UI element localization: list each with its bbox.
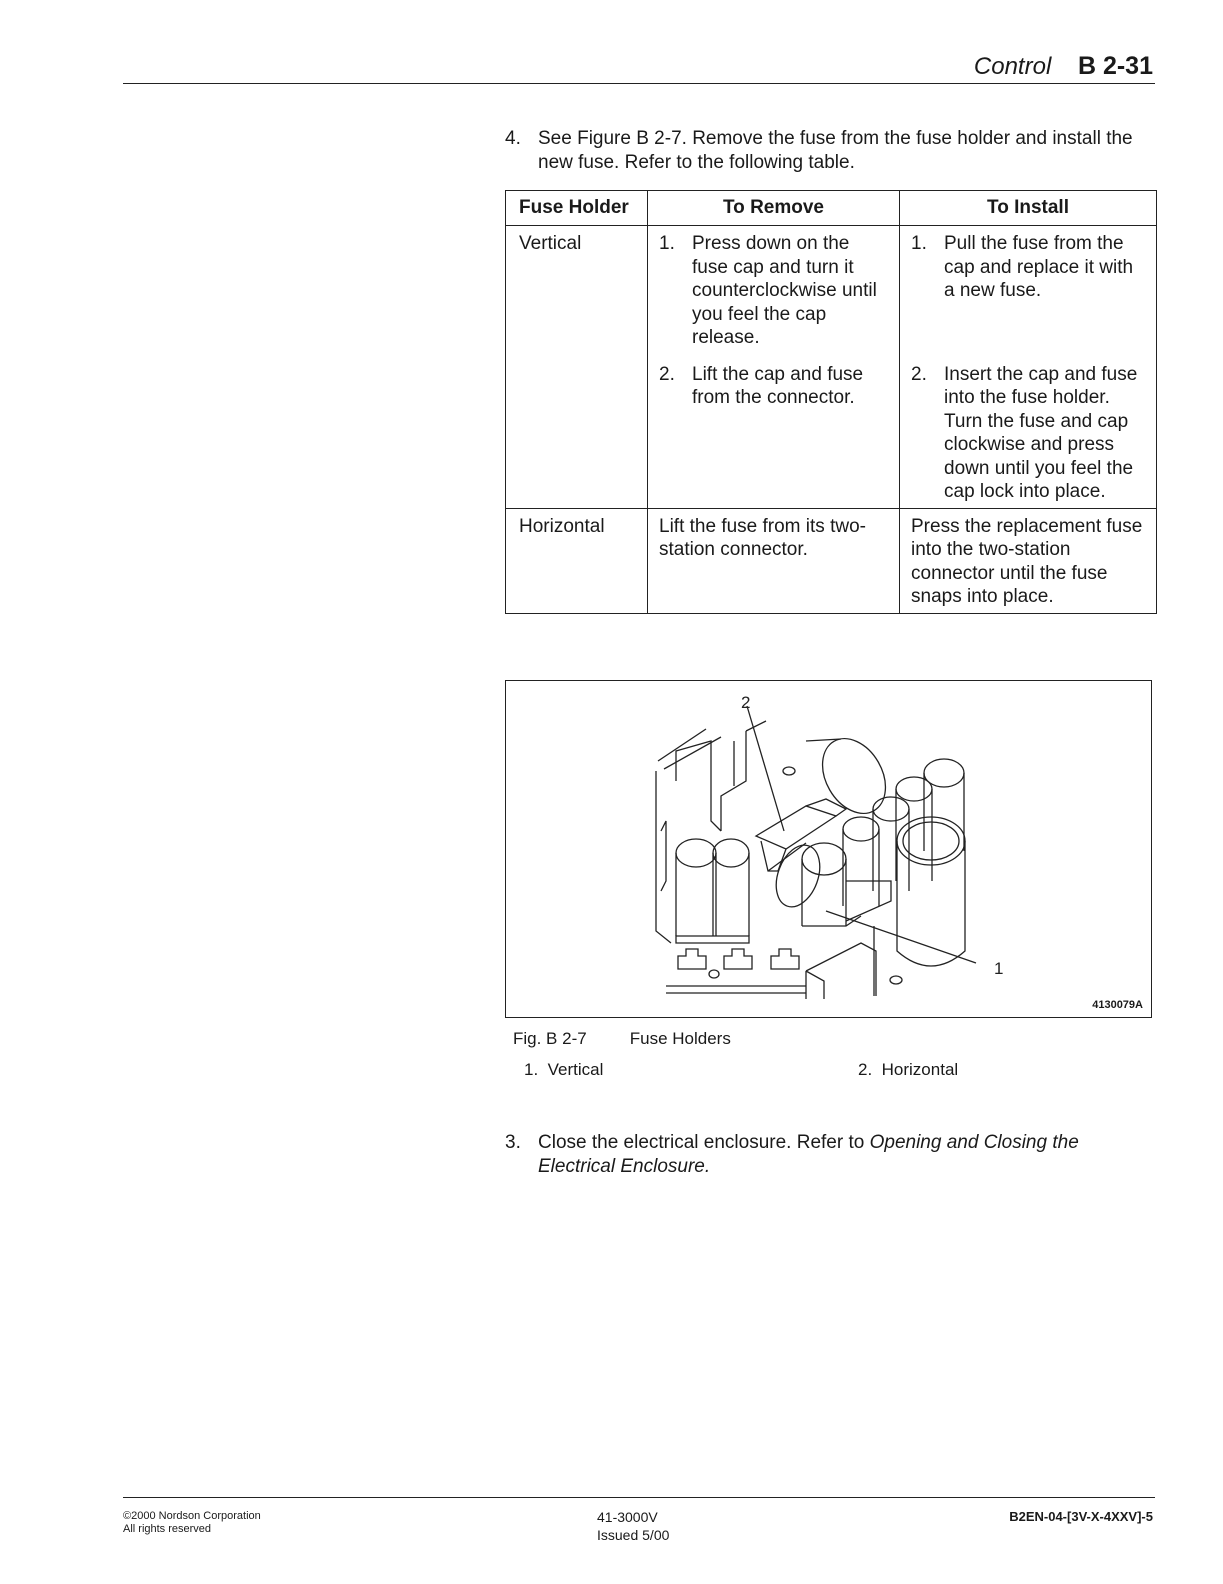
list-item [911, 363, 1146, 504]
list-item [659, 363, 889, 410]
figure-label: Fig. B 2-7 [513, 1029, 587, 1048]
header-to-remove: To Remove [648, 191, 900, 226]
legend-item-horizontal [858, 1060, 958, 1080]
fuse-holder-illustration [506, 681, 1151, 1017]
list-number: 2. [911, 363, 927, 385]
figure-title: Fuse Holders [629, 1029, 731, 1048]
footer-document [597, 1508, 669, 1544]
header-divider [123, 83, 1155, 84]
legend-item-vertical [524, 1060, 603, 1080]
callout-2: 2 [741, 693, 751, 712]
step-3-plain: Close the electrical enclosure. Refer to [538, 1132, 870, 1153]
step-3-reference: Opening and Closing the Electrical Enclosure. [538, 1132, 1079, 1177]
step-4-number: 4. [505, 128, 521, 149]
step-4-text: See Figure B 2-7. Remove the fuse from the fuse holder and install the new fuse. Refer to the following table. [538, 128, 1133, 173]
callout-1: 1 [994, 959, 1004, 978]
step-4 [505, 127, 1155, 175]
legend-text: Horizontal [881, 1060, 959, 1079]
vertical-remove-cell [648, 226, 900, 509]
footer-code: B2EN-04-[3V-X-4XXV]-5 [1009, 1509, 1153, 1524]
footer-copyright [123, 1510, 261, 1536]
horizontal-remove-cell: Lift the fuse from its two-station connector. [648, 508, 900, 613]
list-number: 1. [911, 233, 927, 254]
copyright-text: ©2000 Nordson Corporation [123, 1510, 261, 1522]
header-to-install: To Install [900, 191, 1157, 226]
header-fuse-holder: Fuse Holder [506, 191, 648, 226]
holder-horizontal: Horizontal [506, 508, 648, 613]
table-header-row [506, 191, 1157, 226]
figure-id: 4130079A [1092, 999, 1143, 1011]
table-row-vertical [506, 226, 1157, 509]
page-header [974, 52, 1153, 81]
step-3 [505, 1131, 1155, 1179]
document-number: 41-3000V [597, 1509, 658, 1525]
legend-number: 1. [524, 1060, 539, 1079]
list-text: Insert the cap and fuse into the fuse holder. Turn the fuse and cap clockwise and press down until you feel the cap lock into place. [944, 363, 1138, 502]
section-title: Control [973, 53, 1052, 80]
figure-caption [513, 1029, 731, 1049]
list-item [659, 232, 889, 350]
footer-divider [123, 1497, 1155, 1498]
legend-text: Vertical [547, 1060, 604, 1079]
step-3-number: 3. [505, 1132, 521, 1153]
figure-fuse-holders [505, 680, 1152, 1018]
page-number: B 2-31 [1077, 52, 1153, 80]
list-number: 2. [659, 363, 675, 385]
legend-number: 2. [858, 1060, 873, 1079]
list-text: Lift the cap and fuse from the connector. [692, 363, 864, 408]
fuse-table [505, 190, 1157, 614]
vertical-install-cell [900, 226, 1157, 509]
step-3-text [538, 1131, 1155, 1179]
list-item [911, 232, 1146, 303]
horizontal-install-cell: Press the replacement fuse into the two-station connector until the fuse snaps into place. [900, 508, 1157, 613]
table-row-horizontal [506, 508, 1157, 613]
holder-vertical: Vertical [506, 226, 648, 509]
list-text: Pull the fuse from the cap and replace it with a new fuse. [944, 233, 1134, 301]
list-number: 1. [659, 233, 675, 254]
issue-date: Issued 5/00 [597, 1527, 670, 1543]
list-text: Press down on the fuse cap and turn it counterclockwise until you feel the cap release. [692, 233, 877, 348]
rights-text: All rights reserved [123, 1523, 212, 1535]
